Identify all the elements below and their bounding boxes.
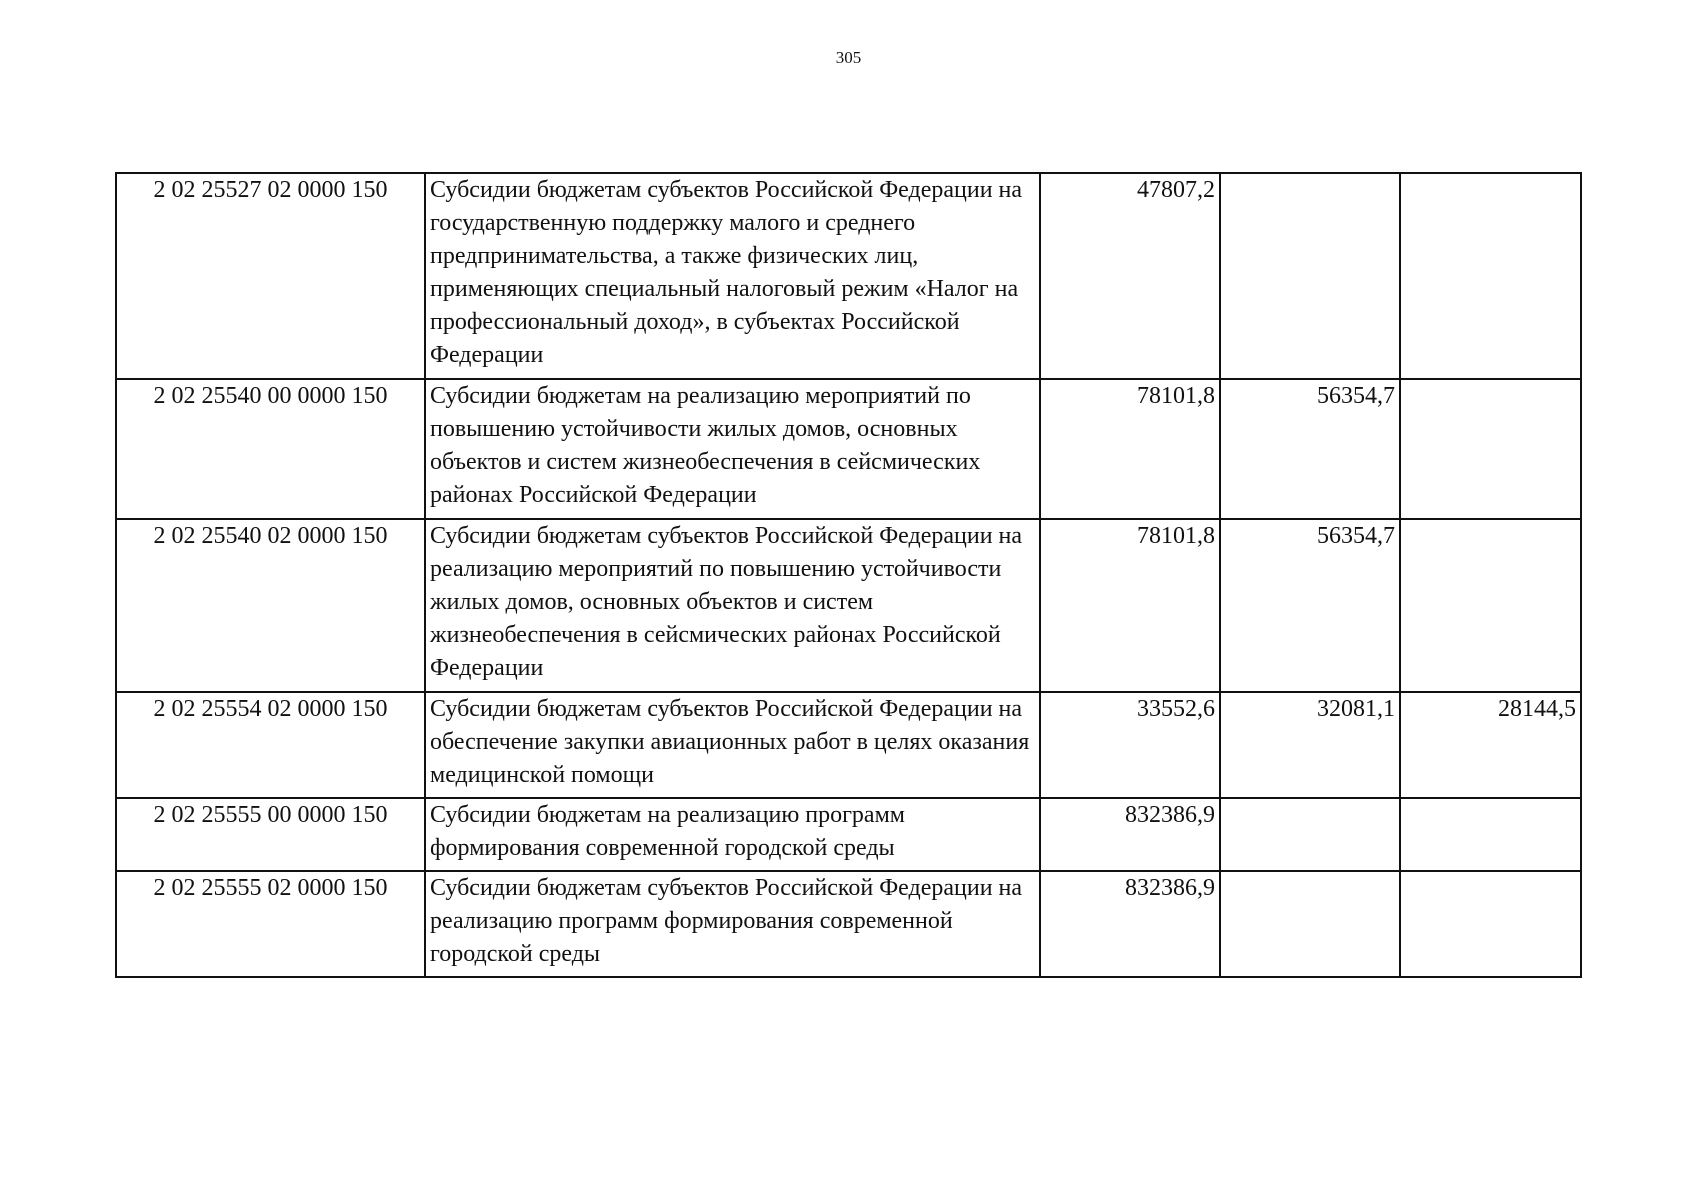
value-cell-3: 28144,5 bbox=[1400, 692, 1581, 798]
table-row bbox=[116, 798, 1581, 871]
budget-code-cell: 2 02 25554 02 0000 150 bbox=[116, 692, 425, 798]
value-cell-3 bbox=[1400, 379, 1581, 519]
budget-code-cell: 2 02 25555 00 0000 150 bbox=[116, 798, 425, 871]
table-row bbox=[116, 173, 1581, 379]
description-cell: Субсидии бюджетам субъектов Российской Федерации на реализацию мероприятий по повышению устойчивости жилых домов, основных объектов и систем жизнеобеспечения в сейсмических районах Российской Федерации bbox=[425, 519, 1040, 692]
value-cell-1: 78101,8 bbox=[1040, 519, 1220, 692]
value-cell-1: 78101,8 bbox=[1040, 379, 1220, 519]
budget-code-cell: 2 02 25555 02 0000 150 bbox=[116, 871, 425, 977]
value-cell-3 bbox=[1400, 798, 1581, 871]
table-row bbox=[116, 379, 1581, 519]
value-cell-1: 832386,9 bbox=[1040, 871, 1220, 977]
value-cell-3 bbox=[1400, 519, 1581, 692]
value-cell-2 bbox=[1220, 173, 1400, 379]
budget-code-cell: 2 02 25540 00 0000 150 bbox=[116, 379, 425, 519]
value-cell-1: 832386,9 bbox=[1040, 798, 1220, 871]
value-cell-2 bbox=[1220, 871, 1400, 977]
description-cell: Субсидии бюджетам на реализацию мероприятий по повышению устойчивости жилых домов, основных объектов и систем жизнеобеспечения в сейсмических районах Российской Федерации bbox=[425, 379, 1040, 519]
value-cell-3 bbox=[1400, 173, 1581, 379]
value-cell-2: 56354,7 bbox=[1220, 379, 1400, 519]
description-cell: Субсидии бюджетам на реализацию программ формирования современной городской среды bbox=[425, 798, 1040, 871]
value-cell-2: 56354,7 bbox=[1220, 519, 1400, 692]
table-row bbox=[116, 519, 1581, 692]
description-cell: Субсидии бюджетам субъектов Российской Федерации на государственную поддержку малого и среднего предпринимательства, а также физических лиц, применяющих специальный налоговый режим «Налог на профессиональный доход», в субъектах Российской Федерации bbox=[425, 173, 1040, 379]
description-cell: Субсидии бюджетам субъектов Российской Федерации на обеспечение закупки авиационных работ в целях оказания медицинской помощи bbox=[425, 692, 1040, 798]
value-cell-3 bbox=[1400, 871, 1581, 977]
budget-code-cell: 2 02 25540 02 0000 150 bbox=[116, 519, 425, 692]
page-number: 305 bbox=[835, 48, 862, 67]
budget-revenue-table bbox=[115, 172, 1582, 978]
description-cell: Субсидии бюджетам субъектов Российской Федерации на реализацию программ формирования современной городской среды bbox=[425, 871, 1040, 977]
value-cell-1: 33552,6 bbox=[1040, 692, 1220, 798]
value-cell-2: 32081,1 bbox=[1220, 692, 1400, 798]
value-cell-1: 47807,2 bbox=[1040, 173, 1220, 379]
budget-code-cell: 2 02 25527 02 0000 150 bbox=[116, 173, 425, 379]
table-row bbox=[116, 871, 1581, 977]
value-cell-2 bbox=[1220, 798, 1400, 871]
table-row bbox=[116, 692, 1581, 798]
